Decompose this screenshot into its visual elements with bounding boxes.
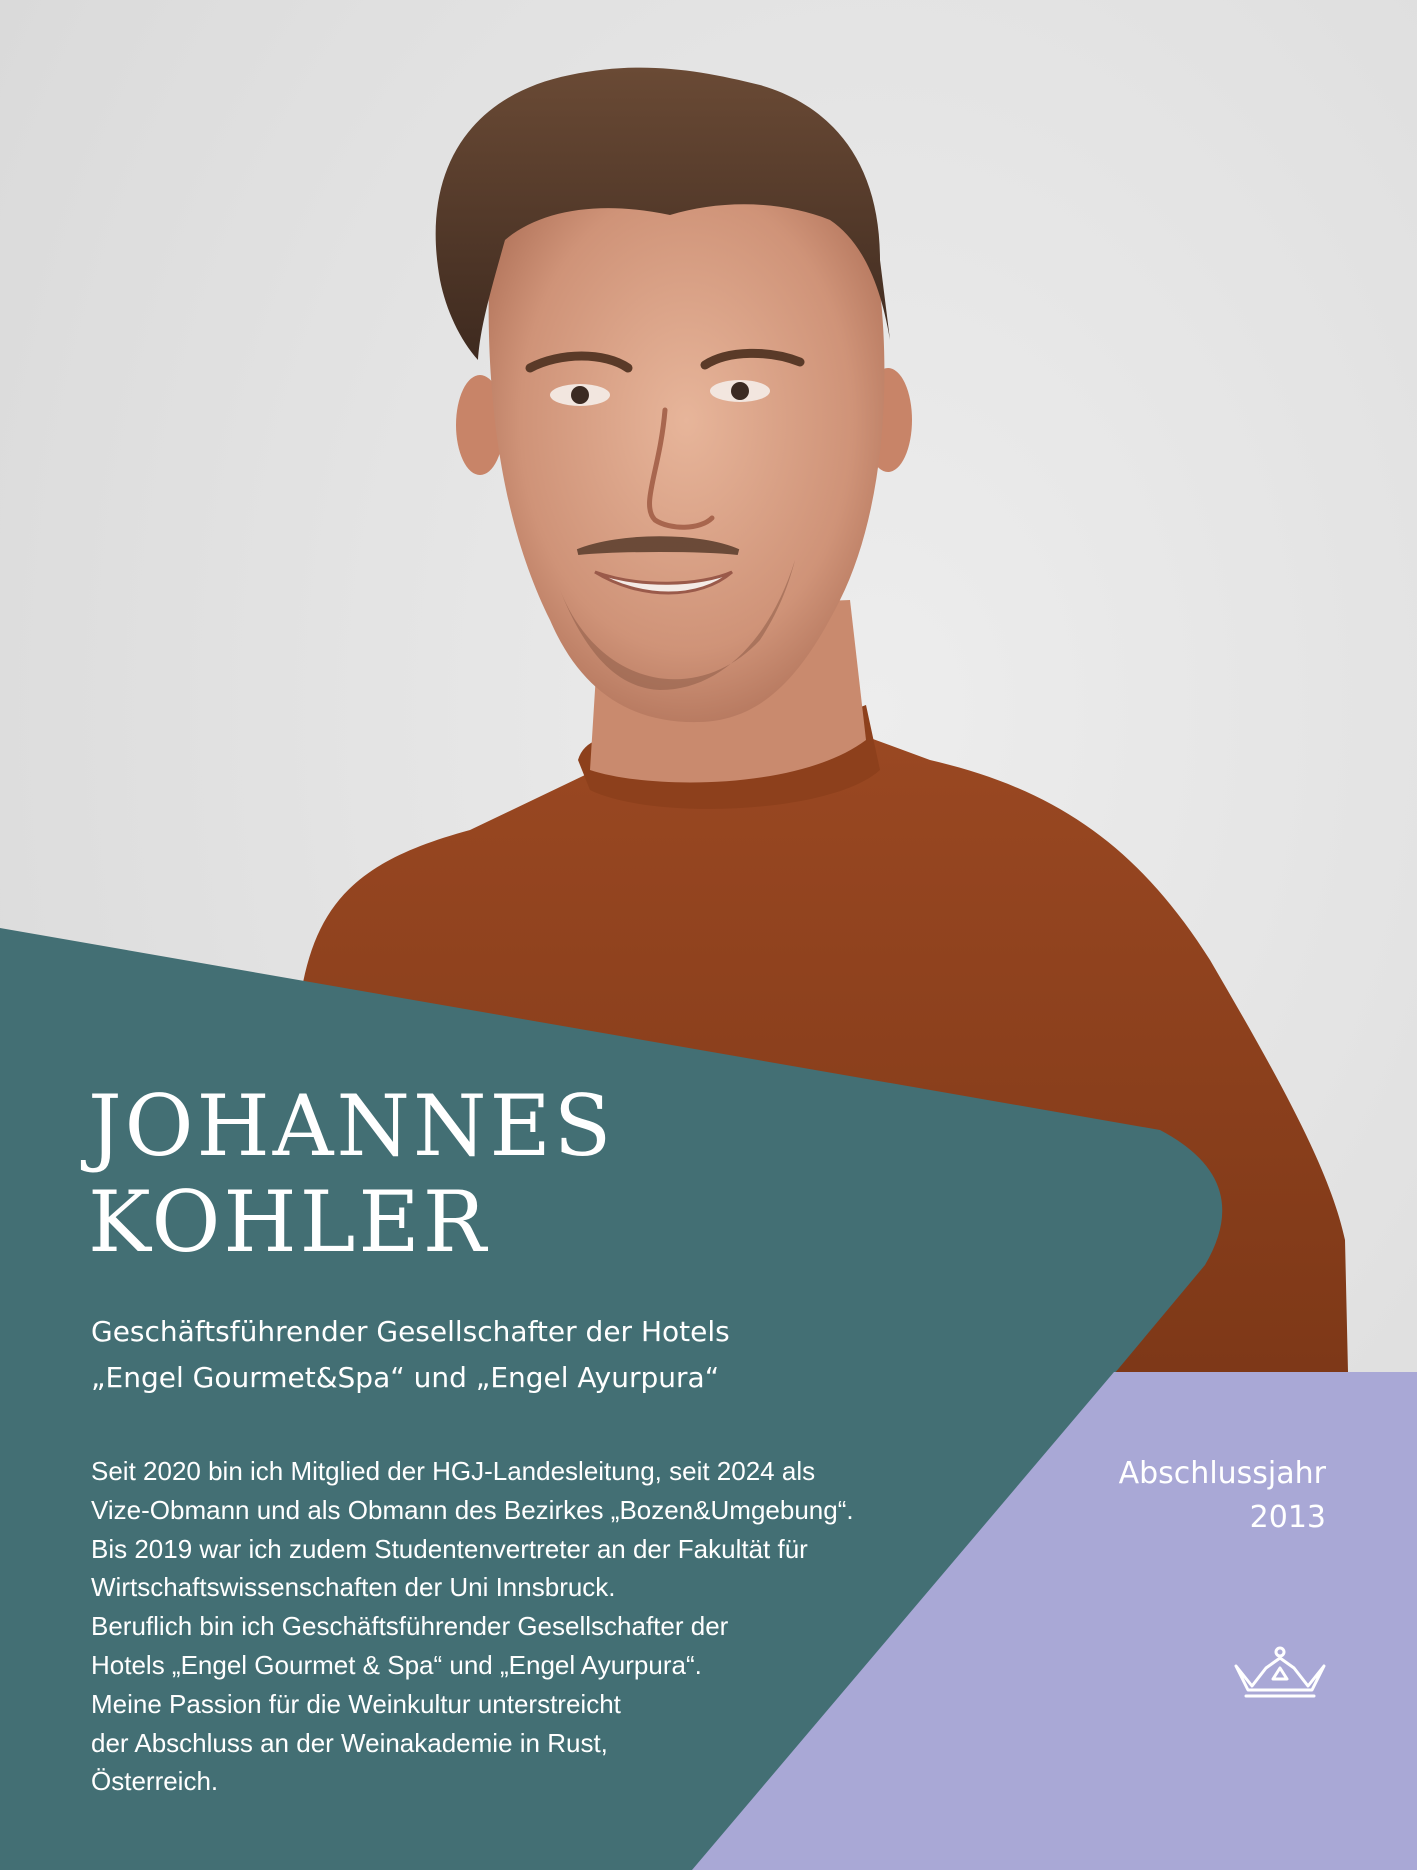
bio-line: Hotels „Engel Gourmet & Spa“ und „Engel Ayurpura“. bbox=[91, 1649, 702, 1680]
job-title-line-2: „Engel Gourmet&Spa“ und „Engel Ayurpura“ bbox=[91, 1361, 720, 1394]
bio-line: Seit 2020 bin ich Mitglied der HGJ-Landesleitung, seit 2024 als bbox=[91, 1456, 816, 1486]
person-name bbox=[88, 1078, 614, 1270]
biography bbox=[91, 1452, 991, 1801]
job-title-line-1: Geschäftsführender Gesellschafter der Hotels bbox=[91, 1315, 730, 1348]
graduation-year: 2013 bbox=[1249, 1500, 1326, 1535]
graduation-label: Abschlussjahr bbox=[1118, 1456, 1326, 1491]
bio-line: Beruflich bin ich Geschäftsführender Gesellschafter der bbox=[91, 1611, 729, 1642]
crown-icon bbox=[1232, 1646, 1328, 1702]
graduation-info bbox=[1119, 1452, 1326, 1540]
bio-line: Vize-Obmann und als Obmann des Bezirkes „Bozen&Umgebung“. bbox=[91, 1494, 854, 1525]
job-title bbox=[91, 1309, 871, 1401]
bio-line: Meine Passion für die Weinkultur unterstreicht bbox=[91, 1688, 621, 1719]
bio-line: der Abschluss an der Weinakademie in Rust, bbox=[91, 1727, 608, 1758]
bio-line: Österreich. bbox=[91, 1766, 219, 1797]
name-last: KOHLER bbox=[88, 1173, 489, 1271]
name-first: JOHANNES bbox=[88, 1077, 615, 1175]
bio-line: Wirtschaftswissenschaften der Uni Innsbruck. bbox=[91, 1572, 616, 1603]
bio-line: Bis 2019 war ich zudem Studentenvertreter an der Fakultät für bbox=[91, 1533, 808, 1564]
